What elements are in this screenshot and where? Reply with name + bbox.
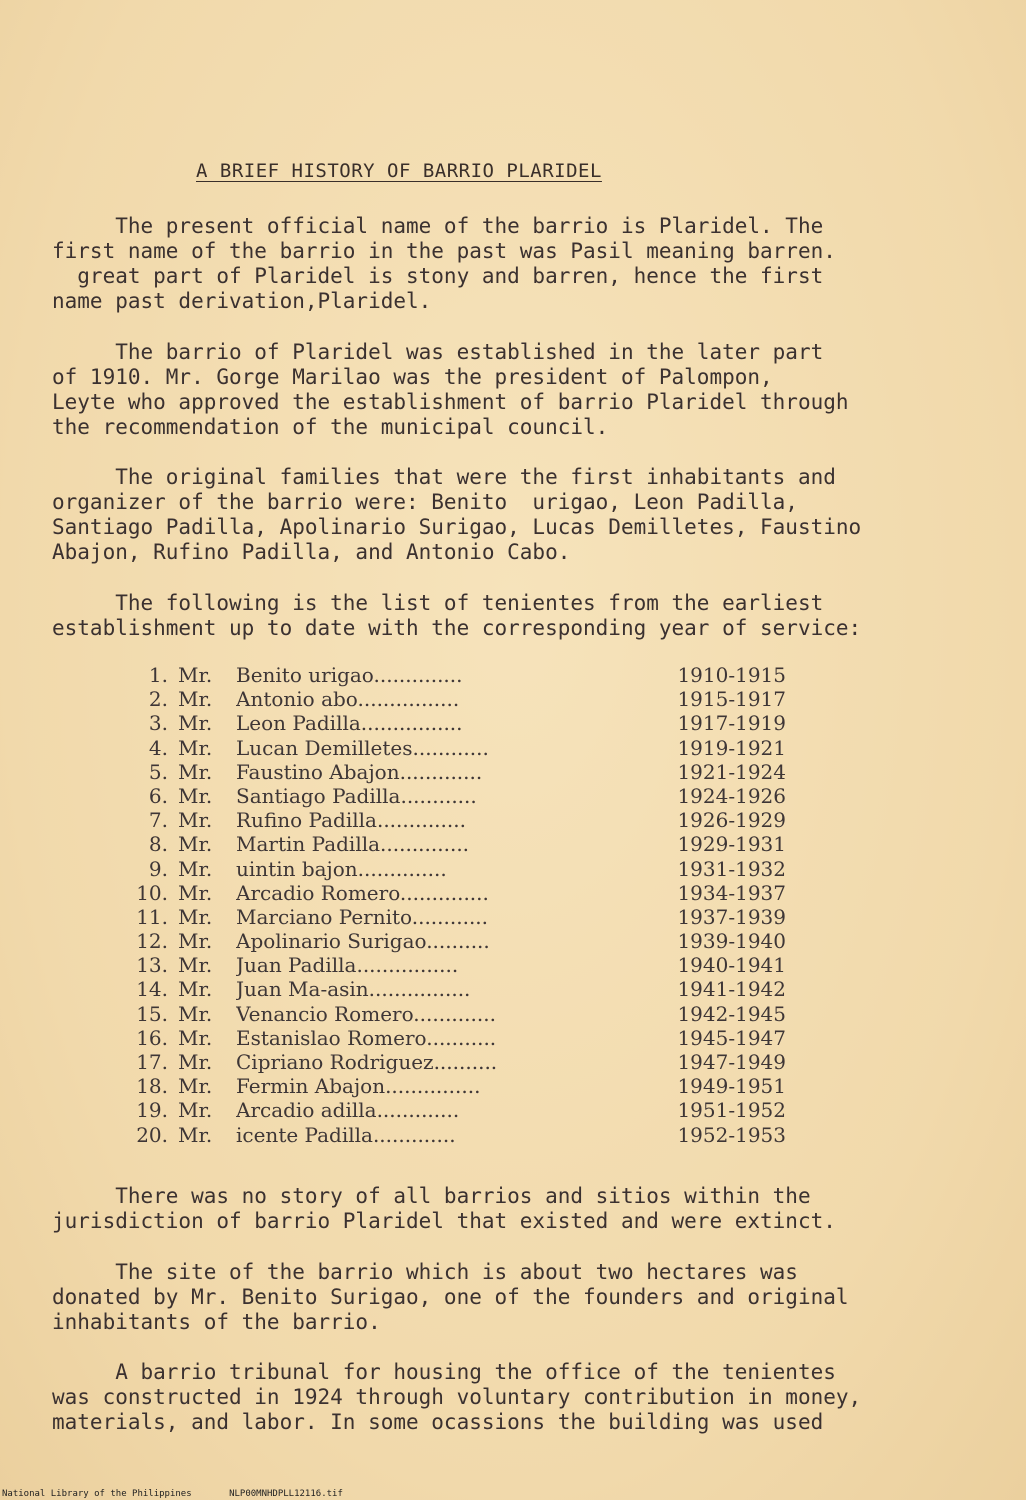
teniente-years: 1945-1947 xyxy=(677,1025,786,1050)
teniente-row xyxy=(130,808,810,832)
teniente-row xyxy=(130,1002,810,1026)
paragraph-site-donation: The site of the barrio which is about two hectares was donated by Mr. Benito Surigao, one of the founders and original inhabitants of the barrio. xyxy=(52,1260,849,1334)
teniente-title: Mr. xyxy=(178,663,213,687)
teniente-row xyxy=(130,711,810,735)
teniente-number: 12. xyxy=(136,929,168,954)
teniente-row xyxy=(130,977,810,1001)
teniente-years: 1910-1915 xyxy=(677,663,786,687)
teniente-years: 1949-1951 xyxy=(677,1074,786,1099)
teniente-number: 20. xyxy=(136,1122,168,1147)
teniente-row xyxy=(130,1050,810,1074)
teniente-name: Martin Padilla.............. xyxy=(236,832,470,857)
teniente-name: Leon Padilla................ xyxy=(236,711,463,736)
teniente-row xyxy=(130,663,810,687)
teniente-name: Cipriano Rodriguez.......... xyxy=(236,1050,498,1074)
teniente-row xyxy=(130,784,810,808)
teniente-name: Estanislao Romero........... xyxy=(236,1025,497,1050)
teniente-name: Benito urigao.............. xyxy=(236,663,463,687)
teniente-years: 1926-1929 xyxy=(677,808,786,833)
teniente-number: 8. xyxy=(148,832,168,857)
paragraph-official-name: The present official name of the barrio is Plaridel. The first name of the barrio in the past was Pasil meaning barren. great part of Plaridel is stony and barren, hence the first name past derivation,Plaridel. xyxy=(52,214,836,313)
teniente-name: icente Padilla............. xyxy=(236,1122,456,1147)
teniente-number: 2. xyxy=(148,687,168,712)
teniente-number: 10. xyxy=(136,880,168,905)
teniente-row xyxy=(130,929,810,953)
teniente-title: Mr. xyxy=(178,1098,213,1123)
teniente-row xyxy=(130,953,810,977)
teniente-number: 4. xyxy=(148,735,168,760)
teniente-row xyxy=(130,881,810,905)
paragraph-original-families: The original families that were the first inhabitants and organizer of the barrio were: Benito urigao, Leon Padilla, Santiago Padilla, Apolinario Surigao, Lucas Demilletes, Faustino Abajon, Rufino Padilla, and Antonio Cabo. xyxy=(52,465,862,564)
teniente-years: 1952-1953 xyxy=(677,1122,786,1147)
teniente-name: Marciano Pernito............ xyxy=(236,904,489,929)
tenientes-list xyxy=(130,663,810,1147)
teniente-title: Mr. xyxy=(178,929,213,954)
document-title: A BRIEF HISTORY OF BARRIO PLARIDEL xyxy=(196,160,602,182)
teniente-years: 1919-1921 xyxy=(677,735,786,760)
teniente-name: Antonio abo................ xyxy=(236,687,460,712)
teniente-title: Mr. xyxy=(178,1122,213,1147)
teniente-years: 1921-1924 xyxy=(677,759,786,784)
teniente-years: 1942-1945 xyxy=(677,1001,786,1026)
teniente-row xyxy=(130,1098,810,1122)
teniente-number: 9. xyxy=(148,856,168,881)
teniente-years: 1931-1932 xyxy=(677,856,786,881)
teniente-title: Mr. xyxy=(178,687,213,712)
paragraph-tenientes-intro: The following is the list of tenientes from the earliest establishment up to date with the corresponding year of service: xyxy=(52,591,862,640)
teniente-number: 5. xyxy=(148,759,168,784)
teniente-title: Mr. xyxy=(178,953,213,978)
teniente-name: Apolinario Surigao.......... xyxy=(236,929,490,954)
teniente-number: 14. xyxy=(136,977,168,1002)
scan-footer xyxy=(2,1489,375,1499)
teniente-title: Mr. xyxy=(178,1001,213,1026)
teniente-name: uintin bajon.............. xyxy=(236,856,447,881)
teniente-years: 1934-1937 xyxy=(677,880,786,905)
teniente-title: Mr. xyxy=(178,1050,213,1074)
teniente-number: 7. xyxy=(148,808,168,833)
teniente-row xyxy=(130,832,810,856)
paragraph-barrio-tribunal: A barrio tribunal for housing the office of the tenientes was constructed in 1924 through voluntary contribution in money, materials, and labor. In some ocassions the building was used xyxy=(52,1360,862,1434)
teniente-years: 1915-1917 xyxy=(677,687,786,712)
teniente-years: 1941-1942 xyxy=(677,977,786,1002)
paragraph-establishment: The barrio of Plaridel was established in the later part of 1910. Mr. Gorge Marilao was the president of Palompon, Leyte who approved the establishment of barrio Plaridel through the recommendation of the municipal council. xyxy=(52,340,849,439)
teniente-title: Mr. xyxy=(178,711,213,736)
teniente-years: 1947-1949 xyxy=(677,1050,786,1074)
teniente-title: Mr. xyxy=(178,759,213,784)
teniente-number: 11. xyxy=(136,904,168,929)
teniente-title: Mr. xyxy=(178,977,213,1002)
teniente-number: 15. xyxy=(136,1001,168,1026)
paragraph-extinct-sitios: There was no story of all barrios and sitios within the jurisdiction of barrio Plaridel that existed and were extinct. xyxy=(52,1184,836,1233)
teniente-name: Venancio Romero............. xyxy=(236,1001,496,1026)
teniente-row xyxy=(130,760,810,784)
teniente-years: 1939-1940 xyxy=(677,929,786,954)
teniente-years: 1940-1941 xyxy=(677,953,786,978)
teniente-number: 16. xyxy=(136,1025,168,1050)
teniente-row xyxy=(130,1026,810,1050)
teniente-row xyxy=(130,857,810,881)
teniente-title: Mr. xyxy=(178,904,213,929)
teniente-number: 19. xyxy=(136,1098,168,1123)
teniente-row xyxy=(130,687,810,711)
teniente-row xyxy=(130,1123,810,1147)
teniente-name: Juan Ma-asin................ xyxy=(236,977,471,1002)
teniente-row xyxy=(130,736,810,760)
teniente-name: Fermin Abajon............... xyxy=(236,1074,481,1099)
teniente-title: Mr. xyxy=(178,735,213,760)
teniente-name: Juan Padilla................ xyxy=(236,953,459,978)
teniente-row xyxy=(130,1074,810,1098)
teniente-title: Mr. xyxy=(178,1074,213,1099)
teniente-name: Arcadio Romero.............. xyxy=(236,880,489,905)
teniente-row xyxy=(130,905,810,929)
teniente-number: 13. xyxy=(136,953,168,978)
footer-library: National Library of the Philippines xyxy=(2,1489,192,1499)
teniente-name: Faustino Abajon............. xyxy=(236,759,483,784)
teniente-years: 1917-1919 xyxy=(677,711,786,736)
footer-file: NLP00MNHDPLL12116.tif xyxy=(229,1489,343,1499)
teniente-years: 1929-1931 xyxy=(677,832,786,857)
teniente-number: 18. xyxy=(136,1074,168,1099)
teniente-name: Rufino Padilla.............. xyxy=(236,808,466,833)
teniente-years: 1937-1939 xyxy=(677,904,786,929)
teniente-name: Lucan Demilletes............ xyxy=(236,735,489,760)
teniente-title: Mr. xyxy=(178,808,213,833)
teniente-number: 3. xyxy=(148,711,168,736)
teniente-title: Mr. xyxy=(178,880,213,905)
teniente-number: 1. xyxy=(148,663,168,687)
teniente-title: Mr. xyxy=(178,832,213,857)
teniente-title: Mr. xyxy=(178,1025,213,1050)
teniente-name: Arcadio adilla............. xyxy=(236,1098,460,1123)
teniente-years: 1951-1952 xyxy=(677,1098,786,1123)
teniente-title: Mr. xyxy=(178,783,213,808)
teniente-number: 17. xyxy=(136,1050,168,1074)
teniente-name: Santiago Padilla............ xyxy=(236,783,477,808)
teniente-title: Mr. xyxy=(178,856,213,881)
teniente-years: 1924-1926 xyxy=(677,783,786,808)
teniente-number: 6. xyxy=(148,783,168,808)
